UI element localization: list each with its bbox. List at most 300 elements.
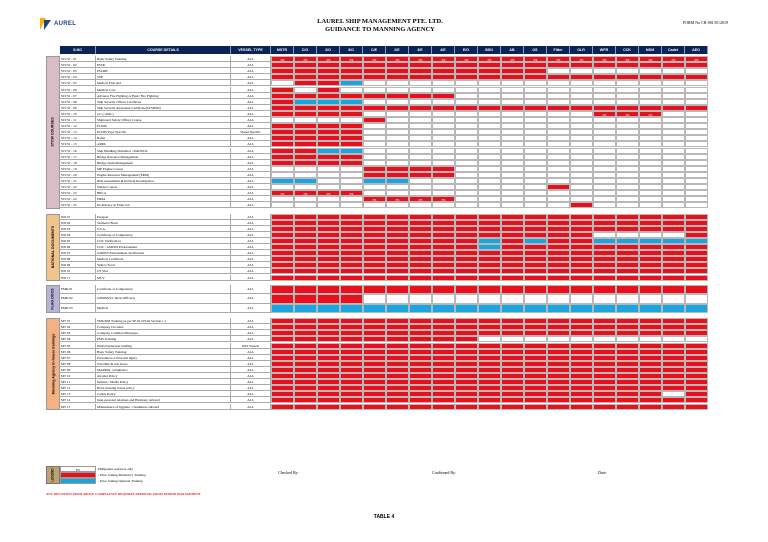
row-number: STCW - 21 <box>60 178 96 184</box>
row-number: STCW - 22 <box>60 184 96 190</box>
row-course-detail: COC Verification <box>96 238 231 244</box>
row-number: MT 08 <box>60 361 96 367</box>
matrix-cell: PS <box>340 190 363 196</box>
row-number: FMD 01 <box>60 285 96 295</box>
deviation-note: ANY DEVIATION FROM ABOVE COMPLIANCE REQUIRES APPROVAL FROM SENIOR MANAGEMENT <box>46 492 201 496</box>
col-header-rank: C/O <box>294 46 317 54</box>
matrix-cell <box>455 404 478 410</box>
col-header-sno: S.NO <box>60 46 96 54</box>
matrix-cell <box>271 304 294 314</box>
matrix-cell <box>501 285 524 295</box>
matrix-cell <box>409 304 432 314</box>
row-vessel-type: ALL <box>231 275 271 281</box>
row-course-detail: PMS Training <box>96 336 231 342</box>
row-number: STCW - 06 <box>60 87 96 93</box>
row-course-detail: Ship Security Awareness Certificate(STSDSD) <box>96 105 231 111</box>
row-number: STCW - 03 <box>60 68 96 74</box>
matrix-cell <box>294 304 317 314</box>
row-number: STCW - 20 <box>60 172 96 178</box>
matrix-cell <box>570 275 593 281</box>
row-vessel-type: ALL <box>231 62 271 68</box>
row-course-detail: Medical Certificate <box>96 256 231 262</box>
row-course-detail: Advance Fire Fighting or Basic Fire Fighting <box>96 93 231 99</box>
row-course-detail: Certificate of Competency <box>96 285 231 295</box>
matrix-cell <box>386 275 409 281</box>
row-course-detail: Basic Safety Training <box>96 56 231 62</box>
matrix-cell <box>340 202 363 208</box>
logo-mark-icon <box>40 18 52 30</box>
row-vessel-type: ALL <box>231 184 271 190</box>
row-vessel-type: ALL <box>231 318 271 324</box>
row-number: MT 12 <box>60 385 96 391</box>
row-course-detail: SSP <box>96 74 231 80</box>
matrix-cell <box>294 275 317 281</box>
section-label: FLAG DOCS <box>46 285 60 314</box>
matrix-cell: PS <box>593 111 616 117</box>
row-number: STCW - 13 <box>60 129 96 135</box>
matrix-cell <box>685 404 708 410</box>
row-course-detail: PSCRB <box>96 68 231 74</box>
logo-text: AUREL <box>54 21 77 27</box>
matrix-cell <box>271 275 294 281</box>
row-vessel-type: ALL <box>231 244 271 250</box>
matrix-cell <box>570 285 593 295</box>
row-course-detail: ECDIS Type Specific <box>96 129 231 135</box>
row-course-detail: Basic Safety Training <box>96 349 231 355</box>
col-header-rank: 4/E <box>432 46 455 54</box>
row-course-detail: Risk Assessment & Incident Investigation <box>96 178 231 184</box>
row-number: STCW - 10 <box>60 111 96 117</box>
row-number: MT 06 <box>60 349 96 355</box>
row-vessel-type: ALL <box>231 262 271 268</box>
col-header-rank: CCK <box>616 46 639 54</box>
matrix-cell <box>317 304 340 314</box>
matrix-cell <box>432 202 455 208</box>
matrix-cell <box>478 304 501 314</box>
matrix-cell <box>616 304 639 314</box>
row-vessel-type: ALL <box>231 123 271 129</box>
row-vessel-type: ALL <box>231 160 271 166</box>
matrix-cell: PS <box>432 196 455 202</box>
row-course-detail: Overtime & rest hours <box>96 361 231 367</box>
row-number: STCW - 17 <box>60 154 96 160</box>
matrix-cell <box>317 404 340 410</box>
row-number: STCW - 11 <box>60 117 96 123</box>
matrix-cell <box>616 294 639 304</box>
row-course-detail: Proficiency in Fitter Job <box>96 202 231 208</box>
matrix-cell <box>547 202 570 208</box>
row-vessel-type: ALL <box>231 56 271 62</box>
row-course-detail: Ship Handling Simulator / RADSCO <box>96 148 231 154</box>
form-number: FORM No CR-001/01/2019 <box>682 20 728 25</box>
matrix-cell: PS <box>524 56 547 62</box>
row-vessel-type: ALL <box>231 268 271 274</box>
row-vessel-type: ALL <box>231 87 271 93</box>
matrix-cell: PS <box>432 56 455 62</box>
row-vessel-type: ALL <box>231 68 271 74</box>
row-course-detail: MCV <box>96 275 231 281</box>
matrix-cell <box>432 304 455 314</box>
row-vessel-type: ALL <box>231 304 271 314</box>
matrix-cell <box>662 285 685 295</box>
confirmed-by-label: Confirmed By: <box>432 470 457 475</box>
matrix-cell <box>662 275 685 281</box>
matrix-cell <box>432 275 455 281</box>
row-course-detail: ECDIS <box>96 123 231 129</box>
col-header-vessel: VESSEL TYPE <box>231 46 271 54</box>
row-vessel-type: ALL <box>231 135 271 141</box>
matrix-cell <box>524 304 547 314</box>
matrix-cell: PS <box>639 111 662 117</box>
matrix-cell <box>685 294 708 304</box>
row-vessel-type: ALL <box>231 238 271 244</box>
matrix-cell <box>294 202 317 208</box>
matrix-cell <box>616 404 639 410</box>
matrix-cell <box>340 275 363 281</box>
row-number: STCW - 07 <box>60 93 96 99</box>
row-number: MT 15 <box>60 404 96 410</box>
row-vessel-type: ALL <box>231 190 271 196</box>
matrix-cell <box>409 202 432 208</box>
matrix-cell <box>271 202 294 208</box>
row-vessel-type: ALL <box>231 391 271 397</box>
row-vessel-type: ALL <box>231 361 271 367</box>
row-course-detail: COC / GMDSS Endorsement <box>96 244 231 250</box>
matrix-cell <box>501 304 524 314</box>
row-number: STCW - 12 <box>60 123 96 129</box>
matrix-cell <box>685 275 708 281</box>
row-course-detail: BRCA <box>96 190 231 196</box>
matrix-cell <box>409 285 432 295</box>
row-vessel-type: ALL <box>231 178 271 184</box>
matrix-cell <box>685 304 708 314</box>
row-vessel-type: ALL <box>231 294 271 304</box>
matrix-cell <box>478 275 501 281</box>
matrix-cell <box>478 294 501 304</box>
col-header-rank: 2/O <box>317 46 340 54</box>
matrix-cell <box>524 404 547 410</box>
matrix-cell <box>547 304 570 314</box>
row-course-detail: Welder Course <box>96 184 231 190</box>
matrix-cell: PS <box>271 56 294 62</box>
section-label: STCW COURSES <box>46 56 60 209</box>
matrix-cell <box>294 404 317 410</box>
matrix-cell <box>409 294 432 304</box>
matrix-cell <box>455 202 478 208</box>
matrix-cell <box>317 294 340 304</box>
row-vessel-type: ALL <box>231 385 271 391</box>
row-course-detail: ERPA <box>96 196 231 202</box>
row-course-detail: Passport <box>96 214 231 220</box>
matrix-cell <box>685 202 708 208</box>
matrix-cell <box>340 285 363 295</box>
matrix-cell <box>455 304 478 314</box>
row-vessel-type: DSS Vessels <box>231 343 271 349</box>
row-vessel-type: ALL <box>231 232 271 238</box>
row-vessel-type: ALL <box>231 330 271 336</box>
col-header-rank: Fitter <box>547 46 570 54</box>
row-vessel-type: ALL <box>231 202 271 208</box>
section-label: NATIONAL DOCUMENTS <box>46 214 60 281</box>
matrix-cell <box>478 202 501 208</box>
matrix-cell: PS <box>363 56 386 62</box>
col-header-rank: E/O <box>455 46 478 54</box>
row-number: STCW - 25 <box>60 202 96 208</box>
col-header-rank: 3/O <box>340 46 363 54</box>
matrix-cell <box>662 202 685 208</box>
matrix-cell: PS <box>317 190 340 196</box>
matrix-cell: PS <box>386 196 409 202</box>
row-course-detail: Medical First Aid <box>96 80 231 86</box>
col-header-rank: 3/E <box>409 46 432 54</box>
matrix-cell <box>524 285 547 295</box>
matrix-cell <box>363 202 386 208</box>
col-header-rank: AB <box>501 46 524 54</box>
row-number: ND 07 <box>60 250 96 256</box>
col-header-rank: C/E <box>363 46 386 54</box>
row-number: STCW - 05 <box>60 80 96 86</box>
matrix-cell <box>432 285 455 295</box>
col-header-rank: WPR <box>593 46 616 54</box>
row-number: ND 08 <box>60 256 96 262</box>
matrix-cell <box>547 285 570 295</box>
row-vessel-type: ALL <box>231 250 271 256</box>
matrix-cell <box>639 404 662 410</box>
row-vessel-type: ALL <box>231 148 271 154</box>
row-number: FMD 03 <box>60 304 96 314</box>
matrix-cell: PS <box>616 111 639 117</box>
row-number: ND 03 <box>60 226 96 232</box>
matrix-cell <box>340 404 363 410</box>
row-vessel-type: ALL <box>231 172 271 178</box>
matrix-cell <box>616 202 639 208</box>
row-number: MT 14 <box>60 397 96 403</box>
matrix-cell <box>478 285 501 295</box>
row-vessel-type: ALL <box>231 141 271 147</box>
matrix-cell: PS <box>547 56 570 62</box>
matrix-cell <box>409 404 432 410</box>
title-company: LAUREL SHIP MANAGEMENT PTE. LTD. <box>317 18 443 25</box>
matrix-cell: PS <box>662 56 685 62</box>
matrix-cell: PS <box>363 196 386 202</box>
matrix-cell <box>662 404 685 410</box>
row-vessel-type: ALL <box>231 256 271 262</box>
matrix-cell: PS <box>386 56 409 62</box>
row-number: MT 07 <box>60 355 96 361</box>
row-course-detail: Maintenance of hygiene / cleanliness onboard <box>96 404 231 410</box>
row-course-detail: Ship Security Officer Certificate <box>96 99 231 105</box>
row-number: MT 04 <box>60 336 96 342</box>
row-course-detail: Seaman's Book <box>96 220 231 226</box>
company-logo <box>40 18 76 30</box>
matrix-cell <box>639 294 662 304</box>
matrix-cell <box>524 294 547 304</box>
row-vessel-type: ALL <box>231 367 271 373</box>
legend-swatch: PS <box>60 466 96 472</box>
matrix-cell <box>317 275 340 281</box>
matrix-cell <box>570 294 593 304</box>
row-number: ND 02 <box>60 220 96 226</box>
row-vessel-type: ALL <box>231 379 271 385</box>
row-number: STCW - 04 <box>60 74 96 80</box>
row-vessel-type: ALL <box>231 117 271 123</box>
matrix-cell <box>570 202 593 208</box>
col-header-rank: OS <box>524 46 547 54</box>
row-course-detail: Internet / Media Policy <box>96 379 231 385</box>
row-number: MT 03 <box>60 330 96 336</box>
row-number: ND 10 <box>60 268 96 274</box>
row-course-detail: S.S.A. <box>96 226 231 232</box>
row-course-detail: Shipboard Safety Officer Course <box>96 117 231 123</box>
row-number: FMD 02 <box>60 294 96 304</box>
matrix-cell: PS <box>340 56 363 62</box>
row-number: MT 09 <box>60 367 96 373</box>
row-course-detail: GC (/ ROC) <box>96 111 231 117</box>
matrix-cell <box>501 294 524 304</box>
row-course-detail: US Visa <box>96 268 231 274</box>
matrix-cell <box>455 294 478 304</box>
matrix-cell <box>593 294 616 304</box>
matrix-cell <box>639 304 662 314</box>
matrix-cell <box>271 294 294 304</box>
col-header-rank: BSN <box>478 46 501 54</box>
matrix-cell <box>294 294 317 304</box>
row-number: STCW - 01 <box>60 56 96 62</box>
row-vessel-type: ALL <box>231 105 271 111</box>
matrix-cell <box>271 404 294 410</box>
col-header-rank: MSTR <box>271 46 294 54</box>
matrix-cell <box>593 202 616 208</box>
matrix-cell <box>524 275 547 281</box>
row-vessel-type: ALL <box>231 111 271 117</box>
row-course-detail: Alcohol Policy <box>96 373 231 379</box>
row-number: ND 04 <box>60 232 96 238</box>
row-number: MT 01 <box>60 318 96 324</box>
matrix-cell: PS <box>593 56 616 62</box>
col-header-rank: AEO <box>685 46 708 54</box>
row-course-detail: PSSR <box>96 62 231 68</box>
matrix-cell <box>639 275 662 281</box>
matrix-cell <box>271 285 294 295</box>
row-number: STCW - 24 <box>60 196 96 202</box>
matrix-cell <box>340 294 363 304</box>
matrix-cell: PS <box>639 56 662 62</box>
matrix-cell <box>363 304 386 314</box>
row-number: STCW - 16 <box>60 148 96 154</box>
row-number: ND 11 <box>60 275 96 281</box>
row-course-detail: Inter-personal relations and Harmony onboard <box>96 397 231 403</box>
row-number: STCW - 09 <box>60 105 96 111</box>
row-vessel-type: ALL <box>231 355 271 361</box>
matrix-cell <box>455 275 478 281</box>
matrix-cell: PS <box>409 56 432 62</box>
matrix-cell <box>432 294 455 304</box>
col-header-rank: 2/E <box>386 46 409 54</box>
matrix-cell <box>386 304 409 314</box>
row-vessel-type: ALL <box>231 373 271 379</box>
matrix-cell <box>524 202 547 208</box>
matrix-cell <box>547 404 570 410</box>
row-vessel-type: ALL <box>231 226 271 232</box>
row-course-detail: Prevention of Personal Injury <box>96 355 231 361</box>
matrix-cell <box>317 285 340 295</box>
matrix-cell <box>616 275 639 281</box>
row-vessel-type: ALL <box>231 80 271 86</box>
row-course-detail: GMDSS Endorsement Verification <box>96 250 231 256</box>
row-number: MT 02 <box>60 324 96 330</box>
legend-text: - Prior Joining Optional Training <box>98 479 143 483</box>
matrix-cell: PS <box>685 56 708 62</box>
matrix-cell <box>662 294 685 304</box>
matrix-cell <box>386 404 409 410</box>
row-number: STCW - 18 <box>60 160 96 166</box>
matrix-cell: PS <box>271 190 294 196</box>
row-number: STCW - 08 <box>60 99 96 105</box>
col-header-details: COURSE DETAILS <box>96 46 231 54</box>
matrix-cell <box>317 202 340 208</box>
matrix-cell: PS <box>501 56 524 62</box>
row-course-detail: Cadets Policy <box>96 391 231 397</box>
date-label: Date: <box>598 470 607 475</box>
row-number: STCW - 23 <box>60 190 96 196</box>
matrix-cell <box>570 304 593 314</box>
matrix-cell <box>639 285 662 295</box>
matrix-cell: PS <box>294 190 317 196</box>
row-course-detail: Bridge Resource Management <box>96 154 231 160</box>
matrix-cell <box>409 275 432 281</box>
row-vessel-type: Vessel Specific <box>231 129 271 135</box>
row-number: STCW - 14 <box>60 135 96 141</box>
matrix-cell: PS <box>478 56 501 62</box>
row-number: ND 05 <box>60 238 96 244</box>
row-course-detail: Engine Resource Management (ERM) <box>96 172 231 178</box>
matrix-cell: PS <box>409 196 432 202</box>
matrix-cell <box>685 285 708 295</box>
row-number: MT 10 <box>60 373 96 379</box>
section-label: Manning Agency In-house trainings <box>46 318 60 410</box>
matrix-cell <box>593 304 616 314</box>
matrix-cell <box>363 275 386 281</box>
matrix-cell <box>363 285 386 295</box>
row-number: ND 01 <box>60 214 96 220</box>
row-course-detail: MARPOL compliance <box>96 367 231 373</box>
legend-swatch-blue <box>60 478 96 484</box>
row-number: STCW - 02 <box>60 62 96 68</box>
checked-by-label: Checked By: <box>278 470 299 475</box>
row-course-detail: Ethical induction briefing <box>96 343 231 349</box>
col-header-rank: Cadet <box>662 46 685 54</box>
document-title <box>250 18 510 34</box>
matrix-cell <box>432 404 455 410</box>
row-number: STCW - 19 <box>60 166 96 172</box>
row-vessel-type: ALL <box>231 154 271 160</box>
row-vessel-type: ALL <box>231 166 271 172</box>
row-vessel-type: ALL <box>231 324 271 330</box>
row-vessel-type: ALL <box>231 404 271 410</box>
matrix-cell <box>478 404 501 410</box>
matrix-cell: PS <box>455 56 478 62</box>
matrix-cell <box>363 294 386 304</box>
row-course-detail: Company Common Messages <box>96 330 231 336</box>
matrix-cell <box>593 275 616 281</box>
matrix-cell <box>386 285 409 295</box>
matrix-cell: PS <box>317 56 340 62</box>
row-vessel-type: ALL <box>231 99 271 105</box>
matrix-cell <box>570 404 593 410</box>
col-header-rank: MSM <box>639 46 662 54</box>
row-course-detail: SMS/KM Training as per SP 02 CH-02 Section 1.1 <box>96 318 231 324</box>
row-number: MT 05 <box>60 343 96 349</box>
